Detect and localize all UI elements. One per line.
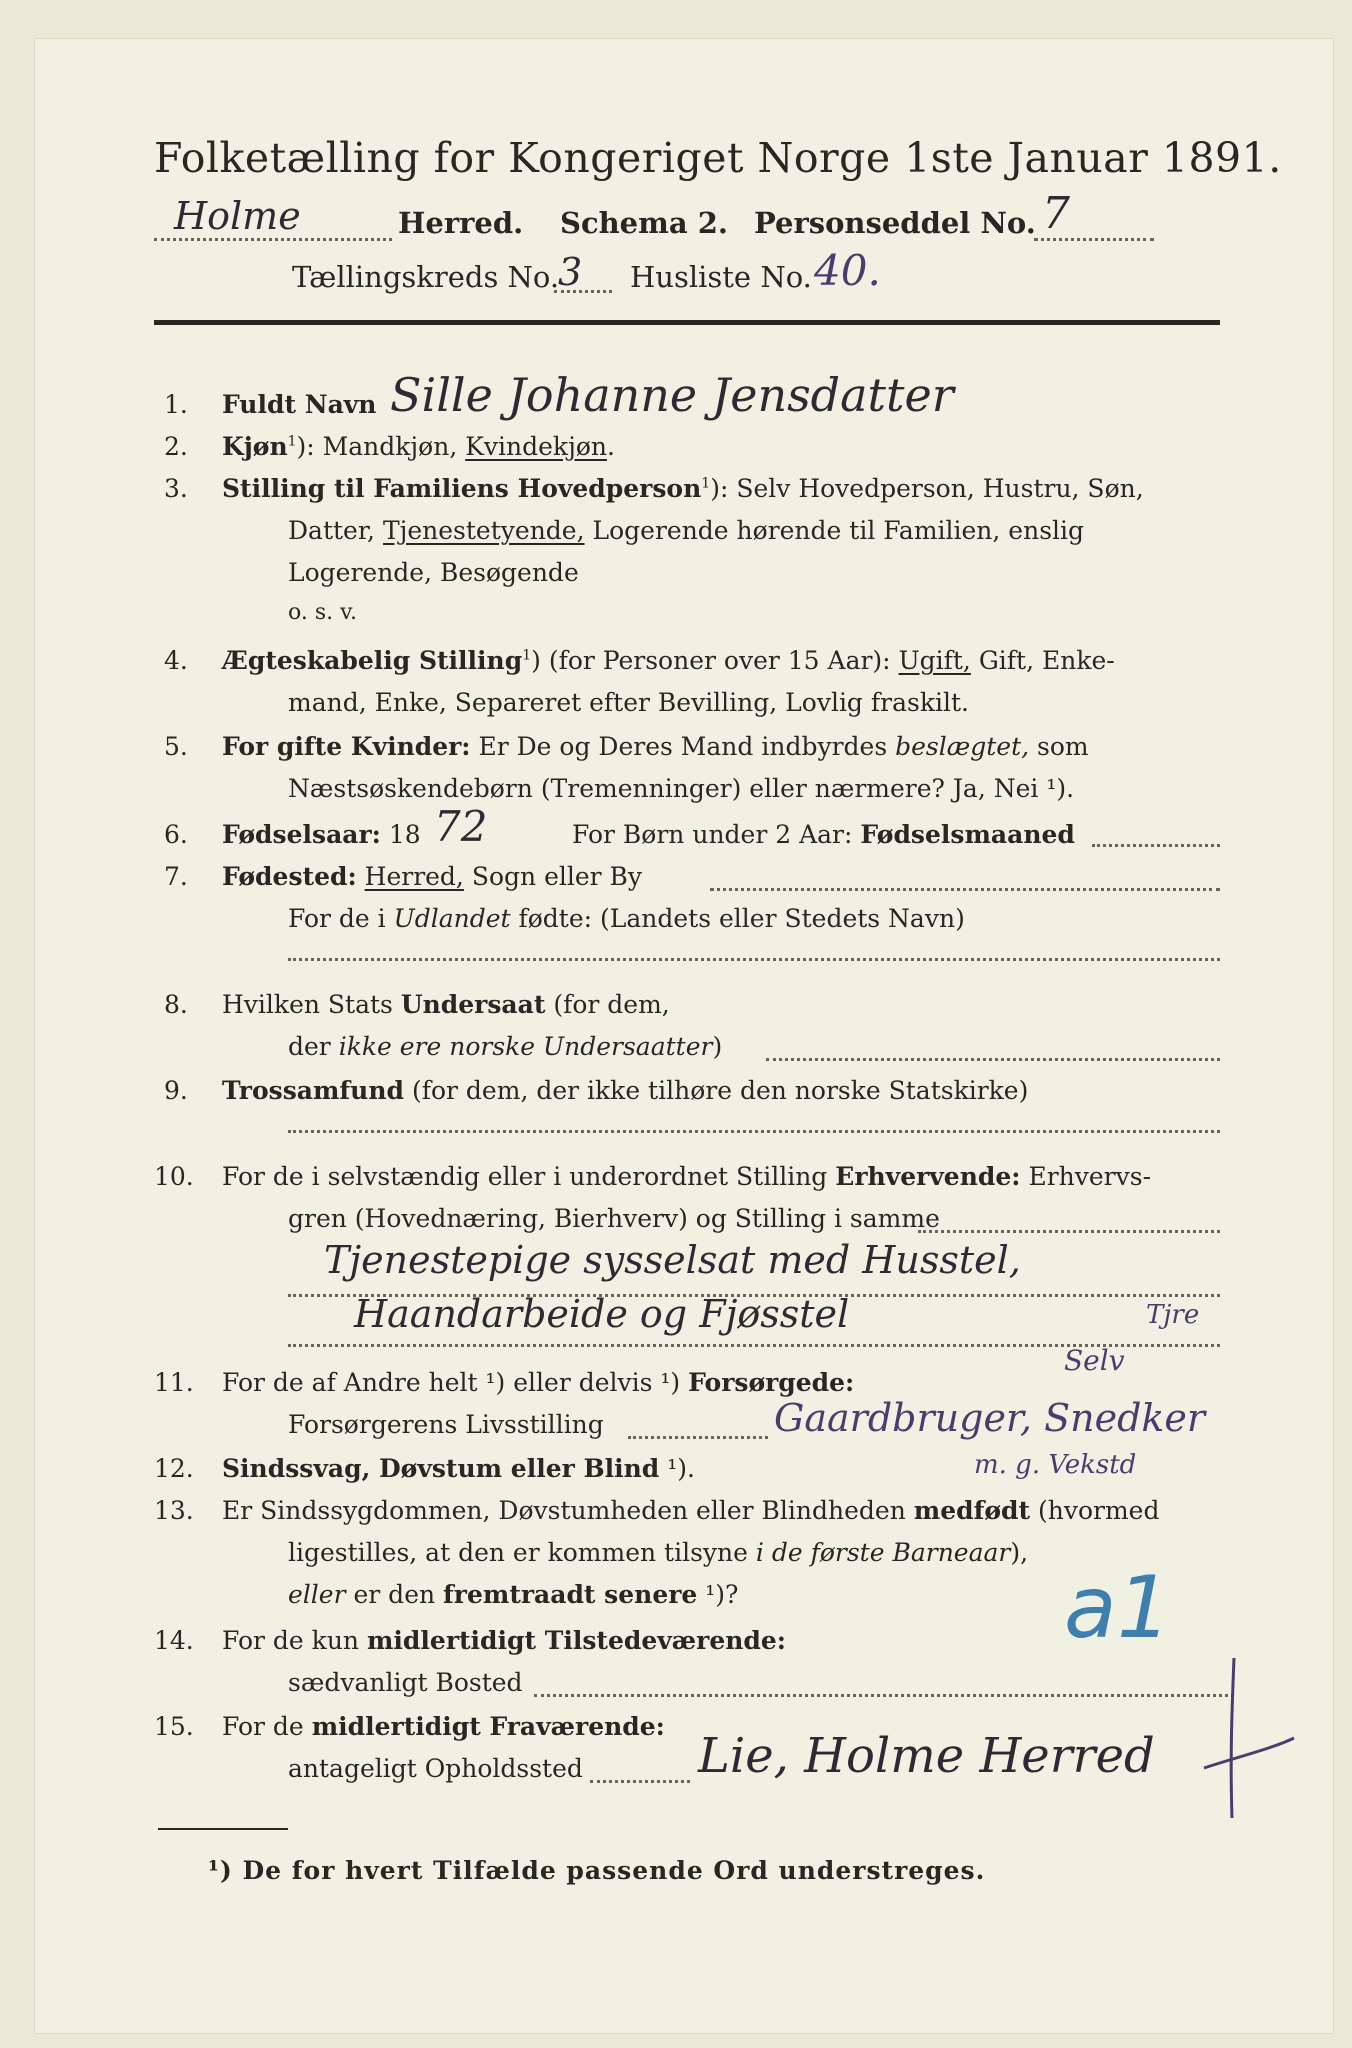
q10-text-end: Erhvervs-	[1020, 1162, 1152, 1191]
q7-line2	[288, 904, 965, 933]
q2-number: 2.	[164, 432, 188, 461]
q11-number: 11.	[154, 1368, 194, 1397]
q8-text: Hvilken Stats	[222, 990, 401, 1019]
q4-label: Ægteskabelig Stilling	[222, 646, 523, 675]
schema-label: Schema 2.	[560, 206, 728, 240]
q15-number: 15.	[154, 1712, 194, 1741]
q3-option-datter: Datter,	[288, 516, 383, 545]
q11-text: For de af Andre helt ¹) eller delvis ¹)	[222, 1368, 689, 1397]
q13-line3	[288, 1580, 738, 1609]
dotted-leader	[288, 958, 1220, 961]
q7-label: Fødested:	[222, 862, 357, 891]
q12-number: 12.	[154, 1454, 194, 1483]
dotted-leader	[918, 1230, 1220, 1233]
q8-bold: Undersaat	[400, 990, 546, 1019]
q15-line1	[222, 1712, 665, 1741]
q6-line	[222, 820, 421, 849]
q5-italic: beslægtet,	[895, 732, 1030, 761]
dotted-leader	[628, 1436, 768, 1439]
footnote: ¹) De for hvert Tilfælde passende Ord understreges.	[208, 1856, 986, 1885]
q3-footnote-mark: 1	[701, 475, 711, 492]
q10-number: 10.	[154, 1162, 194, 1191]
q7-udland-rest: fødte: (Landets eller Stedets Navn)	[510, 904, 965, 933]
q2-selected-option: Kvindekjøn	[465, 432, 607, 461]
q5-line1	[222, 732, 1089, 761]
kreds-value: 3	[558, 250, 583, 294]
q13-line2-italic: i de første Barneaar	[755, 1538, 1011, 1567]
q8-number: 8.	[164, 990, 188, 1019]
q6-label: Fødselsaar:	[222, 820, 381, 849]
q2-label: Kjøn	[222, 432, 288, 461]
q8-close: )	[712, 1032, 723, 1061]
q1-answer-name: Sille Johanne Jensdatter	[390, 368, 954, 422]
q3-options: ): Selv Hovedperson, Hustru, Søn,	[710, 474, 1144, 503]
footnote-rule	[158, 1828, 288, 1830]
q15-line2: antageligt Opholdssted	[288, 1754, 583, 1783]
q8-line2	[288, 1032, 722, 1061]
form-title: Folketælling for Kongeriget Norge 1ste Januar 1891.	[154, 134, 1282, 182]
q13-eller: eller	[288, 1580, 346, 1609]
q9-text: (for dem, der ikke tilhøre den norske Statskirke)	[404, 1076, 1029, 1105]
q7-options: Sogn eller By	[463, 862, 643, 891]
q8-der: der	[288, 1032, 339, 1061]
q7-selected-option: Herred,	[364, 862, 464, 891]
q7-udland-text: For de i	[288, 904, 394, 933]
q6-year-prefix: 18	[380, 820, 421, 849]
q4-options: Gift, Enke-	[970, 646, 1115, 675]
dotted-leader	[766, 1058, 1220, 1061]
q14-number: 14.	[154, 1626, 194, 1655]
q14-text: For de kun	[222, 1626, 367, 1655]
q6-under2: For Børn under 2 Aar:	[572, 820, 861, 849]
q13-line2-text: ligestilles, at den er kommen tilsyne	[288, 1538, 756, 1567]
q10-margin-note: Tjre	[1146, 1300, 1200, 1330]
dotted-leader	[710, 888, 1220, 891]
q2-end: .	[606, 432, 615, 461]
q9-line	[222, 1076, 1028, 1105]
q3-line1	[222, 474, 1144, 503]
q2-options: ): Mandkjøn,	[296, 432, 466, 461]
q10-answer-line2: Haandarbeide og Fjøsstel	[354, 1292, 850, 1336]
personseddel-value: 7	[1042, 188, 1070, 239]
q11-line1	[222, 1368, 854, 1397]
header-rule	[154, 320, 1220, 325]
q13-number: 13.	[154, 1496, 194, 1525]
herred-value: Holme	[174, 194, 301, 238]
dotted-leader	[1034, 238, 1154, 241]
q7-udland-italic: Udlandet	[393, 904, 511, 933]
q13-line3-bold: fremtraadt senere	[443, 1580, 698, 1609]
dotted-leader	[288, 1130, 1220, 1133]
q1-label: Fuldt Navn	[222, 390, 377, 419]
q15-text: For de	[222, 1712, 312, 1741]
q4-text: ) (for Personer over 15 Aar):	[531, 646, 899, 675]
q7-line1	[222, 862, 642, 891]
q13-text-end: (hvormed	[1030, 1496, 1160, 1525]
q3-label: Stilling til Familiens Hovedperson	[222, 474, 702, 503]
q8-text-end: (for dem,	[545, 990, 670, 1019]
q3-line3: Logerende, Besøgende	[288, 558, 579, 587]
q6-answer-year: 72	[434, 802, 488, 851]
herred-label: Herred.	[398, 206, 524, 240]
dotted-leader	[554, 290, 612, 293]
q8-italic: ikke ere norske Undersaatter	[338, 1032, 713, 1061]
q11-answer-sub: m. g. Vekstd	[974, 1450, 1137, 1480]
q7-number: 7.	[164, 862, 188, 891]
q11-answer-top: Selv	[1064, 1344, 1125, 1377]
q11-answer: Gaardbruger, Snedker	[774, 1396, 1206, 1440]
q13-line3-text: er den	[345, 1580, 444, 1609]
q4-line2: mand, Enke, Separeret efter Bevilling, Lovlig fraskilt.	[288, 688, 969, 717]
q10-answer-line1: Tjenestepige sysselsat med Husstel,	[324, 1238, 1021, 1282]
q10-text: For de i selvstændig eller i underordnet Stilling	[222, 1162, 836, 1191]
q14-line2: sædvanligt Bosted	[288, 1668, 523, 1697]
q3-options-more: Logerende hørende til Familien, enslig	[584, 516, 1085, 545]
dotted-leader	[154, 238, 392, 241]
q10-bold: Erhvervende:	[835, 1162, 1021, 1191]
q10-line2: gren (Hovednæring, Bierhverv) og Stilling i samme	[288, 1204, 940, 1233]
q4-footnote-mark: 1	[522, 647, 532, 664]
margin-cross-mark	[1194, 1648, 1304, 1828]
q5-line2: Næstsøskendebørn (Tremenninger) eller nærmere? Ja, Nei ¹).	[288, 774, 1075, 803]
husliste-value: 40.	[814, 246, 881, 295]
q13-line1	[222, 1496, 1159, 1525]
q6-rest	[572, 820, 1075, 849]
dotted-leader	[534, 1694, 1234, 1697]
dotted-leader	[1092, 844, 1220, 847]
q4-line1	[222, 646, 1115, 675]
q6-month-label: Fødselsmaaned	[860, 820, 1075, 849]
personseddel-label: Personseddel No.	[754, 206, 1036, 240]
q11-bold: Forsørgede:	[688, 1368, 855, 1397]
q13-text: Er Sindssygdommen, Døvstumheden eller Blindheden	[222, 1496, 914, 1525]
q5-label: For gifte Kvinder:	[222, 732, 471, 761]
q12-footnote-mark: ¹).	[659, 1454, 695, 1483]
census-form	[34, 38, 1334, 2034]
q13-line2	[288, 1538, 1028, 1567]
q12-line	[222, 1454, 695, 1483]
blue-pencil-annotation: a1	[1064, 1558, 1172, 1658]
q9-number: 9.	[164, 1076, 188, 1105]
q2-footnote-mark: 1	[287, 433, 297, 450]
q3-line4: o. s. v.	[288, 600, 357, 625]
q3-number: 3.	[164, 474, 188, 503]
q5-text: Er De og Deres Mand indbyrdes	[470, 732, 896, 761]
q9-label: Trossamfund	[222, 1076, 405, 1105]
q11-line2: Forsørgerens Livsstilling	[288, 1410, 604, 1439]
q5-text-end: som	[1029, 732, 1089, 761]
q13-line2-end: ),	[1010, 1538, 1029, 1567]
q13-line3-end: ¹)?	[697, 1580, 739, 1609]
q6-number: 6.	[164, 820, 188, 849]
q4-number: 4.	[164, 646, 188, 675]
q15-answer: Lie, Holme Herred	[698, 1728, 1155, 1784]
q13-bold: medfødt	[913, 1496, 1031, 1525]
q1-number: 1.	[164, 390, 188, 419]
q15-bold: midlertidigt Fraværende:	[311, 1712, 665, 1741]
q12-label: Sindssvag, Døvstum eller Blind	[222, 1454, 660, 1483]
kreds-label: Tællingskreds No.	[292, 260, 560, 294]
q2-text	[222, 432, 615, 461]
q14-line1	[222, 1626, 786, 1655]
q4-selected-option: Ugift,	[898, 646, 971, 675]
q10-line1	[222, 1162, 1151, 1191]
q3-selected-option: Tjenestetyende,	[382, 516, 585, 545]
q5-number: 5.	[164, 732, 188, 761]
q3-line2	[288, 516, 1084, 545]
q14-bold: midlertidigt Tilstedeværende:	[366, 1626, 787, 1655]
q8-line1	[222, 990, 670, 1019]
husliste-label: Husliste No.	[630, 260, 812, 294]
dotted-leader	[590, 1780, 690, 1783]
